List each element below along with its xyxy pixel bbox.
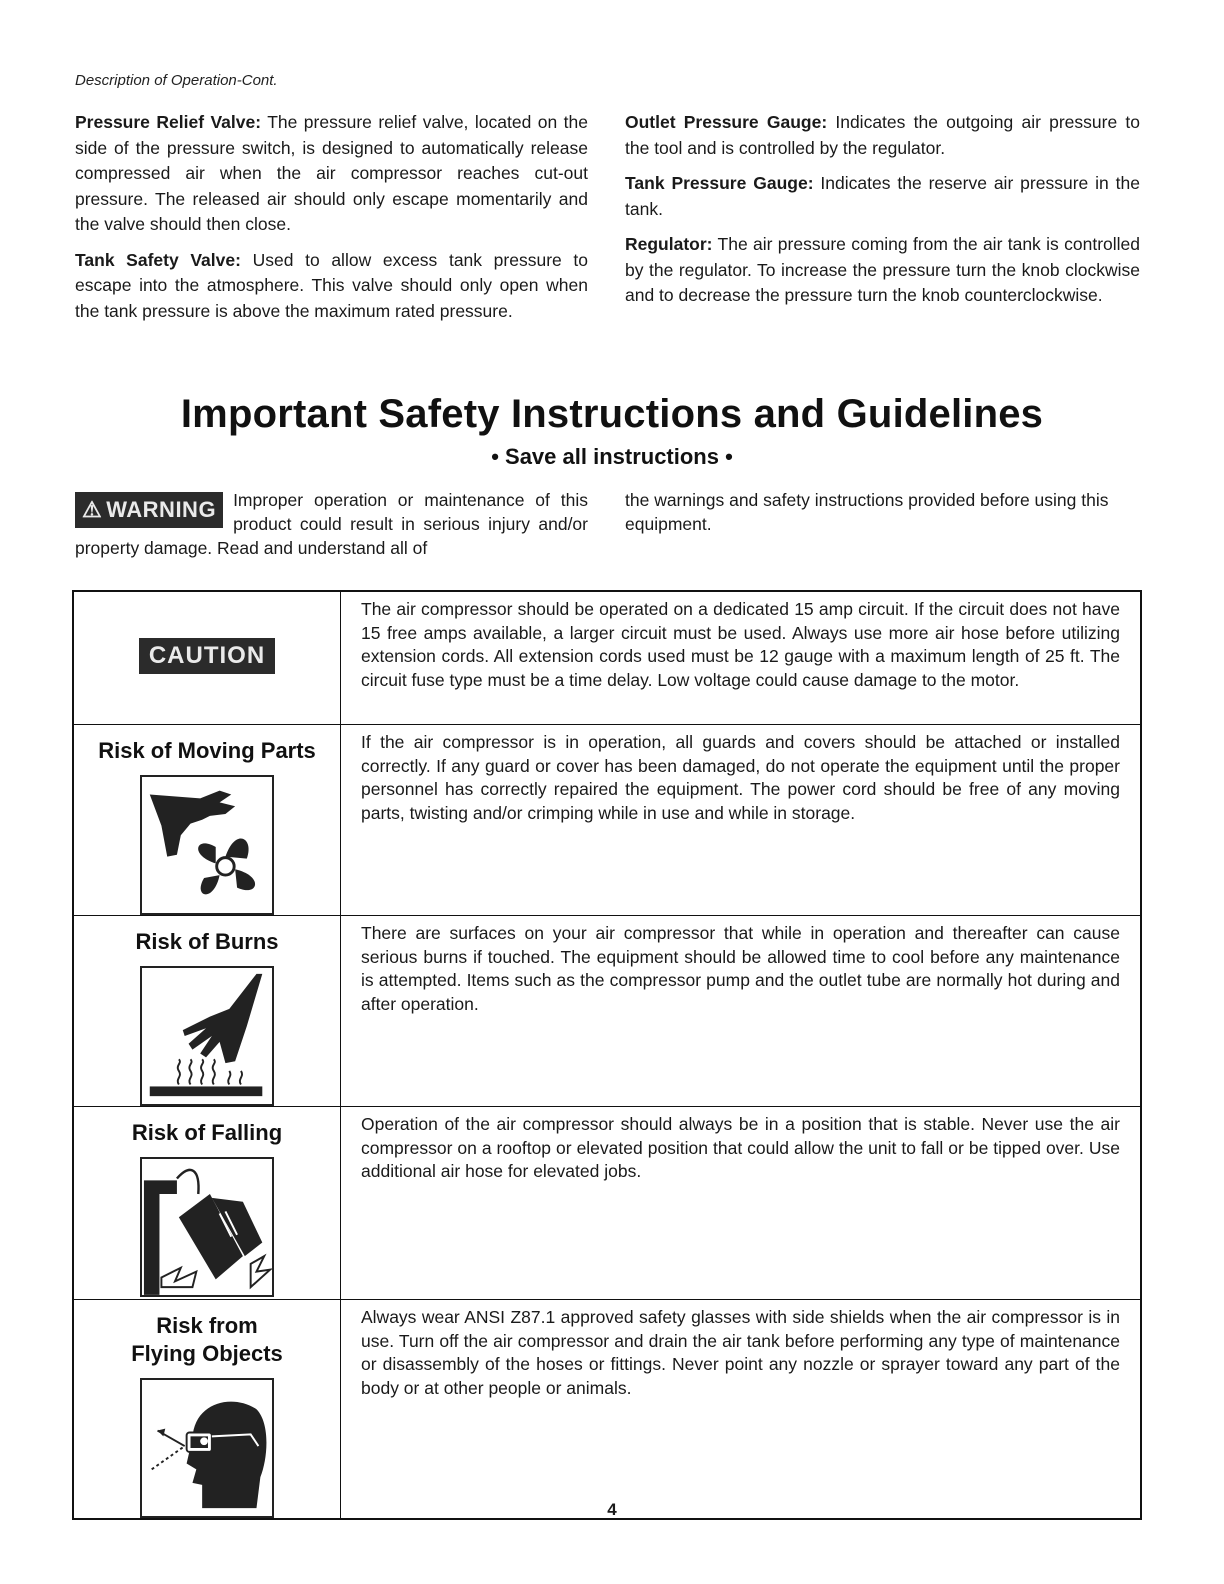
warning-paragraph-right: the warnings and safety instructions provided before using this equipment. [625,490,1109,534]
term-text: Indicates the outgoing air pressure to the tool and is controlled by the regulator. [625,112,1140,158]
warning-badge-label: WARNING [106,497,217,522]
caution-text: The air compressor should be operated on a dedicated 15 amp circuit. If the circuit does not have 15 free amps available, a larger circuit must be used. Always use more air hose before utilizing extension cords. All extension cords used must be 12 gauge with a maximum length of 25 ft. The circuit fuse type must be a time delay. Low voltage could cause damage to the motor. [341,591,1142,725]
description-right-column [625,110,1140,319]
table-row-caution [73,591,1141,725]
flying-objects-text: Always wear ANSI Z87.1 approved safety glasses with side shields when the air compressor is in use. Turn off the air compressor and drain the air tank before performing any type of maintenance or disassembly of the hoses or fittings. Never point any nozzle or sprayer toward any part of the body or at other people or animals. [341,1300,1142,1520]
warning-badge [75,492,223,528]
falling-text: Operation of the air compressor should always be in a position that is stable. Never use the air compressor on a rooftop or elevated position that could allow the unit to fall or be tipped over. Use additional air hose for elevated jobs. [341,1107,1142,1300]
risk-label-cell [73,1300,341,1520]
warning-text: Improper operation or maintenance of this product could result in serious injury and/or property damage. Read and understand all of [75,490,588,558]
falling-compressor-icon [140,1157,274,1297]
term-label: Outlet Pressure Gauge: [625,112,828,132]
table-row-moving-parts [73,725,1141,916]
running-head: Description of Operation-Cont. [75,72,278,89]
term-text: Used to allow excess tank pressure to escape into the atmosphere. This valve should only open when the tank pressure is above the maximum rated pressure. [75,249,588,321]
caution-badge: CAUTION [139,638,275,674]
safety-table [72,590,1142,1520]
risk-title: Risk of Falling [131,1120,283,1145]
page-subtitle: • Save all instructions • [491,444,733,469]
term-label: Tank Safety Valve: [75,249,241,270]
term-text: The air pressure coming from the air tank is controlled by the regulator. To increase the pressure turn the knob clockwise and to decrease the pressure turn the knob counterclockwise. [625,234,1140,305]
risk-title: Risk of Moving Parts [98,738,316,763]
warning-triangle-icon: ⚠ [82,497,103,522]
risk-title-line1: Risk from [156,1313,258,1338]
page-number: 4 [607,1500,617,1519]
pressure-relief-valve-paragraph [75,110,588,238]
table-row-flying-objects [73,1300,1141,1520]
term-text: The pressure relief valve, located on the side of the pressure switch, is designed to automatically release compressed air when the air compressor reaches cut-out pressure. The released air should only escape momentarily and the valve should then close. [75,112,588,234]
term-text: Indicates the reserve air pressure in the tank. [625,173,1140,219]
risk-title: Risk of Burns [135,929,279,954]
caution-label-cell [73,591,341,725]
table-row-falling [73,1107,1141,1300]
outlet-pressure-gauge-paragraph [625,110,1140,161]
burns-text: There are surfaces on your air compressor that while in operation and thereafter can cause serious burns if touched. The equipment should be allowed time to cool before any maintenance is attempted. Items such as the compressor pump and the outlet tube are normally hot during and after operation. [341,916,1142,1107]
tank-pressure-gauge-paragraph [625,171,1140,222]
risk-label-cell [73,1107,341,1300]
page-title: Important Safety Instructions and Guidelines [180,392,1044,436]
term-label: Regulator: [625,234,713,254]
risk-label-cell [73,725,341,916]
warning-paragraph-left [75,488,588,560]
risk-label-cell [73,916,341,1107]
safety-glasses-head-icon [140,1378,274,1518]
term-label: Pressure Relief Valve: [75,112,262,132]
moving-parts-text: If the air compressor is in operation, all guards and covers should be attached or installed correctly. If any guard or cover has been damaged, do not operate the equipment until the proper personnel has correctly repaired the equipment. The power cord should be free of any moving parts, twisting and/or crimping while in use and while in storage. [341,725,1142,916]
table-row-burns [73,916,1141,1107]
risk-title-line2: Flying Objects [131,1341,283,1366]
hand-fan-icon [140,775,274,915]
hand-hot-surface-icon [140,966,274,1106]
term-label: Tank Pressure Gauge: [625,173,814,193]
tank-safety-valve-paragraph [75,248,588,325]
description-left-column [75,110,588,334]
regulator-paragraph [625,232,1140,309]
